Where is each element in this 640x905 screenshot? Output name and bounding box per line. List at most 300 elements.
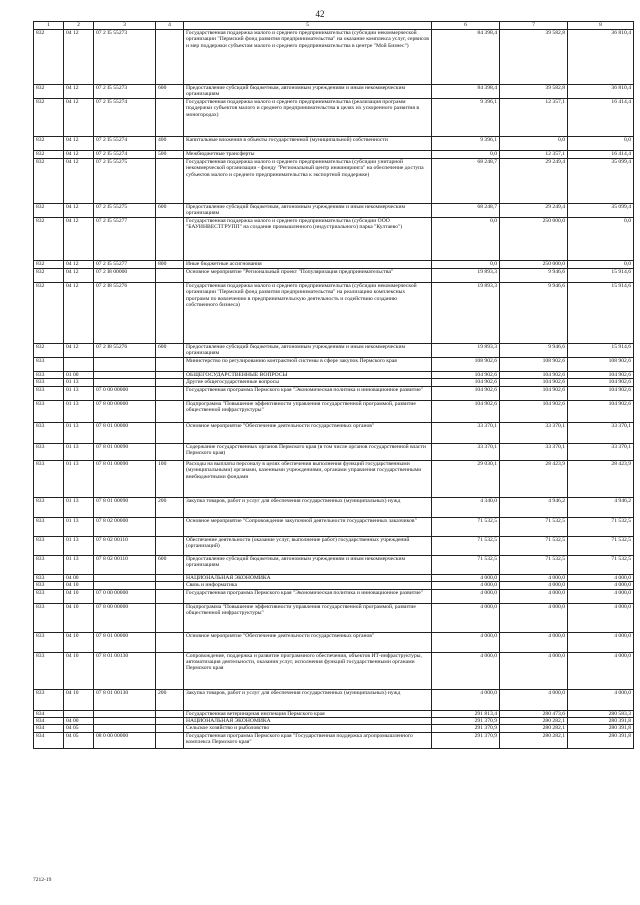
admin-code-cell: 832	[34, 30, 64, 85]
target-article-cell: 07 2 I5 55275	[94, 204, 156, 218]
amount-col7-cell: 280 473,6	[500, 710, 568, 717]
amount-col7-cell: 104 902,6	[500, 372, 568, 379]
admin-code-cell: 832	[34, 151, 64, 159]
amount-col8-cell: 36 810,4	[568, 30, 634, 85]
item-name-cell: Государственная программа Пермского края "Экономическая политика и инновационное развитие"	[184, 386, 432, 400]
amount-col8-cell: 104 902,6	[568, 400, 634, 422]
expense-type-cell	[156, 379, 184, 386]
amount-col7-cell: 280 282,1	[500, 732, 568, 748]
admin-code-cell: 833	[34, 400, 64, 422]
admin-code-cell: 832	[34, 283, 64, 344]
table-row	[34, 283, 634, 344]
section-code-cell: 04 12	[64, 159, 94, 204]
amount-col7-cell: 39 582,8	[500, 30, 568, 85]
amount-col6-cell: 104 902,6	[432, 372, 500, 379]
amount-col7-cell: 12 357,1	[500, 151, 568, 159]
section-code-cell: 01 13	[64, 379, 94, 386]
section-code-cell: 04 05	[64, 725, 94, 732]
expense-type-cell	[156, 358, 184, 372]
expense-type-cell	[156, 652, 184, 689]
target-article-cell: 07 8 02 00110	[94, 536, 156, 555]
admin-code-cell: 834	[34, 725, 64, 732]
amount-col7-cell: 71 532,5	[500, 536, 568, 555]
table-row	[34, 725, 634, 732]
amount-col6-cell: 9 396,1	[432, 99, 500, 137]
table-row	[34, 99, 634, 137]
amount-col8-cell: 4 000,0	[568, 589, 634, 603]
amount-col7-cell: 104 902,6	[500, 400, 568, 422]
amount-col6-cell: 291 370,9	[432, 732, 500, 748]
amount-col6-cell: 29 030,1	[432, 460, 500, 497]
section-code-cell: 04 12	[64, 283, 94, 344]
amount-col7-cell: 250 000,0	[500, 261, 568, 269]
item-name-cell: Сопровождение, поддержка и развитие программного обеспечения, объектов ИТ-инфраструктуры, автоматизация деятельности, оказания услуг, исполнения функций государственными органами Пермского края	[184, 652, 432, 689]
target-article-cell	[94, 710, 156, 717]
table-row	[34, 732, 634, 748]
target-article-cell	[94, 574, 156, 581]
amount-col8-cell: 15 914,6	[568, 269, 634, 283]
admin-code-cell: 833	[34, 582, 64, 589]
section-code-cell: 04 12	[64, 204, 94, 218]
section-code-cell: 04 12	[64, 85, 94, 99]
amount-col7-cell: 4 000,0	[500, 574, 568, 581]
target-article-cell: 07 2 I5 55274	[94, 137, 156, 151]
section-code-cell	[64, 710, 94, 717]
amount-col6-cell: 104 902,6	[432, 379, 500, 386]
amount-col8-cell: 104 902,6	[568, 379, 634, 386]
amount-col6-cell: 9 396,1	[432, 137, 500, 151]
column-number-8: 8	[568, 22, 634, 30]
table-row	[34, 422, 634, 443]
expense-type-cell	[156, 589, 184, 603]
section-code-cell: 04 12	[64, 99, 94, 137]
amount-col7-cell: 9 946,6	[500, 269, 568, 283]
amount-col8-cell: 108 902,6	[568, 358, 634, 372]
amount-col8-cell: 280 583,3	[568, 710, 634, 717]
amount-col6-cell: 71 532,5	[432, 517, 500, 536]
admin-code-cell: 833	[34, 603, 64, 632]
table-row	[34, 379, 634, 386]
table-row	[34, 517, 634, 536]
item-name-cell: НАЦИОНАЛЬНАЯ ЭКОНОМИКА	[184, 718, 432, 725]
target-article-cell	[94, 379, 156, 386]
amount-col8-cell: 36 810,4	[568, 85, 634, 99]
item-name-cell: Закупка товаров, работ и услуг для обеспечения государственных (муниципальных) нужд	[184, 689, 432, 710]
item-name-cell: Государственная поддержка малого и среднего предпринимательства (субсидии унитарной некоммерческой организации - фонду "Региональный центр инжиниринга" на обеспечение доступа субъектов малого и среднего предпринимательства к экспортной поддержке)	[184, 159, 432, 204]
item-name-cell: Подпрограмма "Повышение эффективности управления государственной программой, развитие общественной инфраструктуры"	[184, 400, 432, 422]
amount-col6-cell: 71 532,5	[432, 555, 500, 574]
expense-type-cell	[156, 422, 184, 443]
amount-col8-cell: 28 423,9	[568, 460, 634, 497]
expense-type-cell: 200	[156, 689, 184, 710]
amount-col8-cell: 71 532,5	[568, 517, 634, 536]
section-code-cell: 04 12	[64, 30, 94, 85]
amount-col7-cell: 280 282,1	[500, 718, 568, 725]
table-row	[34, 344, 634, 358]
amount-col8-cell: 16 414,4	[568, 151, 634, 159]
admin-code-cell: 832	[34, 99, 64, 137]
admin-code-cell: 833	[34, 386, 64, 400]
admin-code-cell: 832	[34, 261, 64, 269]
amount-col6-cell: 291 813,4	[432, 710, 500, 717]
amount-col7-cell: 33 370,1	[500, 422, 568, 443]
table-row	[34, 137, 634, 151]
amount-col6-cell: 104 902,6	[432, 400, 500, 422]
amount-col6-cell: 4 340,0	[432, 497, 500, 517]
amount-col8-cell: 33 370,1	[568, 422, 634, 443]
table-row	[34, 218, 634, 261]
section-code-cell: 01 13	[64, 497, 94, 517]
amount-col8-cell: 280 391,8	[568, 718, 634, 725]
amount-col8-cell: 71 532,5	[568, 536, 634, 555]
amount-col8-cell: 0,0	[568, 137, 634, 151]
admin-code-cell: 832	[34, 137, 64, 151]
expense-type-cell	[156, 574, 184, 581]
admin-code-cell: 833	[34, 372, 64, 379]
target-article-cell: 07 8 00 00000	[94, 400, 156, 422]
amount-col8-cell: 4 000,0	[568, 582, 634, 589]
target-article-cell: 07 2 I5 55273	[94, 30, 156, 85]
amount-col6-cell: 68 248,7	[432, 204, 500, 218]
item-name-cell: Государственная поддержка малого и среднего предпринимательства (реализация программ поддержки субъектов малого и среднего предпринимательства в целях их ускоренного развития в моногородах)	[184, 99, 432, 137]
item-name-cell: Министерство по регулированию контрактной системы в сфере закупок Пермского края	[184, 358, 432, 372]
amount-col7-cell: 4 000,0	[500, 582, 568, 589]
item-name-cell: Основное мероприятие "Обеспечение деятельности государственных органов"	[184, 632, 432, 652]
amount-col7-cell: 4 000,0	[500, 603, 568, 632]
expense-type-cell	[156, 283, 184, 344]
amount-col7-cell: 104 902,6	[500, 379, 568, 386]
expense-type-cell: 600	[156, 204, 184, 218]
amount-col6-cell: 0,0	[432, 218, 500, 261]
column-number-1: 1	[34, 22, 64, 30]
target-article-cell: 08 0 00 00000	[94, 732, 156, 748]
expense-type-cell	[156, 269, 184, 283]
item-name-cell: Предоставление субсидий бюджетным, автономным учреждениям и иным некоммерческим организациям	[184, 204, 432, 218]
admin-code-cell: 833	[34, 517, 64, 536]
admin-code-cell: 833	[34, 574, 64, 581]
amount-col6-cell: 19 893,3	[432, 269, 500, 283]
target-article-cell: 07 8 02 00110	[94, 555, 156, 574]
expense-type-cell: 600	[156, 555, 184, 574]
amount-col6-cell: 68 248,7	[432, 159, 500, 204]
amount-col7-cell: 280 282,1	[500, 725, 568, 732]
amount-col8-cell: 4 000,0	[568, 689, 634, 710]
section-code-cell: 04 12	[64, 261, 94, 269]
amount-col7-cell: 4 000,0	[500, 689, 568, 710]
item-name-cell: Иные бюджетные ассигнования	[184, 261, 432, 269]
amount-col7-cell: 104 902,6	[500, 386, 568, 400]
page-number: 42	[315, 9, 325, 19]
amount-col6-cell: 19 893,3	[432, 283, 500, 344]
expense-type-cell: 200	[156, 497, 184, 517]
item-name-cell: Сельское хозяйство и рыболовство	[184, 725, 432, 732]
amount-col7-cell: 71 532,5	[500, 555, 568, 574]
amount-col7-cell: 71 532,5	[500, 517, 568, 536]
amount-col7-cell: 108 902,6	[500, 358, 568, 372]
section-code-cell: 04 12	[64, 269, 94, 283]
section-code-cell: 04 10	[64, 632, 94, 652]
table-row	[34, 689, 634, 710]
section-code-cell: 04 10	[64, 652, 94, 689]
amount-col7-cell: 39 582,8	[500, 85, 568, 99]
target-article-cell: 07 8 01 00090	[94, 460, 156, 497]
table-row	[34, 460, 634, 497]
amount-col6-cell: 33 370,1	[432, 422, 500, 443]
amount-col8-cell: 280 391,8	[568, 725, 634, 732]
target-article-cell	[94, 358, 156, 372]
item-name-cell: Государственная ветеринарная инспекция Пермского края	[184, 710, 432, 717]
item-name-cell: Связь и информатика	[184, 582, 432, 589]
item-name-cell: Предоставление субсидий бюджетным, автономным учреждениям и иным некоммерческим организациям	[184, 555, 432, 574]
table-row	[34, 85, 634, 99]
table-row	[34, 386, 634, 400]
target-article-cell: 07 2 I5 55277	[94, 261, 156, 269]
expense-type-cell: 500	[156, 151, 184, 159]
section-code-cell: 04 10	[64, 603, 94, 632]
section-code-cell: 04 00	[64, 574, 94, 581]
item-name-cell: Закупка товаров, работ и услуг для обеспечения государственных (муниципальных) нужд	[184, 497, 432, 517]
item-name-cell: Капитальные вложения в объекты государственной (муниципальной) собственности	[184, 137, 432, 151]
expense-type-cell	[156, 718, 184, 725]
expense-type-cell	[156, 582, 184, 589]
table-row	[34, 372, 634, 379]
section-code-cell: 01 13	[64, 400, 94, 422]
amount-col7-cell: 29 249,4	[500, 204, 568, 218]
expense-type-cell	[156, 536, 184, 555]
admin-code-cell: 832	[34, 269, 64, 283]
item-name-cell: НАЦИОНАЛЬНАЯ ЭКОНОМИКА	[184, 574, 432, 581]
section-code-cell: 04 10	[64, 582, 94, 589]
amount-col8-cell: 35 099,4	[568, 204, 634, 218]
item-name-cell: Государственная поддержка малого и среднего предпринимательства (субсидии ООО "БАУИНВЕСТГРУПП" на создание промышленного (индустриального) парка "Култаево")	[184, 218, 432, 261]
expense-type-cell: 100	[156, 460, 184, 497]
amount-col8-cell: 104 902,6	[568, 386, 634, 400]
expense-type-cell	[156, 443, 184, 460]
amount-col8-cell: 4 946,2	[568, 497, 634, 517]
expense-type-cell	[156, 372, 184, 379]
amount-col8-cell: 15 914,6	[568, 344, 634, 358]
item-name-cell: Государственная программа Пермского края "Экономическая политика и инновационное развитие"	[184, 589, 432, 603]
amount-col6-cell: 4 000,0	[432, 689, 500, 710]
amount-col8-cell: 280 391,8	[568, 732, 634, 748]
section-code-cell: 01 13	[64, 555, 94, 574]
budget-table	[33, 21, 634, 749]
table-row	[34, 589, 634, 603]
column-number-3: 3	[94, 22, 156, 30]
item-name-cell: Государственная поддержка малого и среднего предпринимательства (субсидии некоммерческой организации "Пермский фонд развития предпринимательства" на оказание комплекса услуг, сервисов и мер поддержки субъектам малого и среднего предпринимательства в центре "Мой Бизнес")	[184, 30, 432, 85]
amount-col6-cell: 291 370,9	[432, 718, 500, 725]
target-article-cell	[94, 372, 156, 379]
column-number-4: 4	[156, 22, 184, 30]
admin-code-cell: 833	[34, 536, 64, 555]
amount-col7-cell: 0,0	[500, 137, 568, 151]
table-row	[34, 400, 634, 422]
amount-col8-cell: 15 914,6	[568, 283, 634, 344]
table-body	[34, 30, 634, 749]
expense-type-cell: 600	[156, 85, 184, 99]
amount-col6-cell: 84 398,4	[432, 85, 500, 99]
item-name-cell: Обеспечение деятельности (оказание услуг, выполнение работ) государственных учреждений (организаций)	[184, 536, 432, 555]
section-code-cell: 04 12	[64, 151, 94, 159]
amount-col6-cell: 108 902,6	[432, 358, 500, 372]
section-code-cell: 01 13	[64, 517, 94, 536]
amount-col6-cell: 4 000,0	[432, 582, 500, 589]
admin-code-cell: 834	[34, 718, 64, 725]
amount-col7-cell: 29 249,4	[500, 159, 568, 204]
amount-col6-cell: 4 000,0	[432, 632, 500, 652]
section-code-cell: 04 12	[64, 218, 94, 261]
expense-type-cell	[156, 30, 184, 85]
amount-col6-cell: 291 370,9	[432, 725, 500, 732]
table-row	[34, 204, 634, 218]
expense-type-cell	[156, 218, 184, 261]
section-code-cell: 01 13	[64, 422, 94, 443]
section-code-cell: 04 00	[64, 718, 94, 725]
table-row	[34, 603, 634, 632]
admin-code-cell: 833	[34, 632, 64, 652]
target-article-cell: 07 8 01 00090	[94, 443, 156, 460]
expense-type-cell	[156, 159, 184, 204]
target-article-cell: 07 8 01 00130	[94, 689, 156, 710]
amount-col7-cell: 28 423,9	[500, 460, 568, 497]
expense-type-cell	[156, 386, 184, 400]
admin-code-cell: 834	[34, 710, 64, 717]
target-article-cell: 07 2 I5 55274	[94, 151, 156, 159]
table-row	[34, 536, 634, 555]
expense-type-cell	[156, 725, 184, 732]
item-name-cell: Государственная программа Пермского края "Государственная поддержка агропромышленного комплекса Пермского края"	[184, 732, 432, 748]
amount-col8-cell: 4 000,0	[568, 632, 634, 652]
expense-type-cell: 600	[156, 344, 184, 358]
section-code-cell: 01 00	[64, 372, 94, 379]
item-name-cell: Основное мероприятие "Обеспечение деятельности государственных органов"	[184, 422, 432, 443]
admin-code-cell: 833	[34, 443, 64, 460]
amount-col7-cell: 12 357,1	[500, 99, 568, 137]
amount-col8-cell: 0,0	[568, 218, 634, 261]
item-name-cell: Основное мероприятие "Региональный проект "Популяризация предпринимательства"	[184, 269, 432, 283]
admin-code-cell: 833	[34, 460, 64, 497]
amount-col6-cell: 84 398,4	[432, 30, 500, 85]
column-number-6: 6	[432, 22, 500, 30]
table-row	[34, 358, 634, 372]
target-article-cell: 07 8 01 00130	[94, 652, 156, 689]
amount-col7-cell: 250 000,0	[500, 218, 568, 261]
admin-code-cell: 832	[34, 204, 64, 218]
expense-type-cell: 800	[156, 261, 184, 269]
section-code-cell: 01 13	[64, 536, 94, 555]
table-row	[34, 710, 634, 717]
amount-col7-cell: 9 946,6	[500, 344, 568, 358]
admin-code-cell: 833	[34, 555, 64, 574]
table-row	[34, 269, 634, 283]
expense-type-cell	[156, 632, 184, 652]
admin-code-cell: 833	[34, 589, 64, 603]
table-row	[34, 555, 634, 574]
table-row	[34, 159, 634, 204]
target-article-cell: 07 2 I5 55277	[94, 218, 156, 261]
item-name-cell: Подпрограмма "Повышение эффективности управления государственной программой, развитие общественной инфраструктуры"	[184, 603, 432, 632]
admin-code-cell: 832	[34, 344, 64, 358]
expense-type-cell	[156, 400, 184, 422]
section-code-cell: 04 12	[64, 137, 94, 151]
admin-code-cell: 832	[34, 218, 64, 261]
expense-type-cell: 400	[156, 137, 184, 151]
target-article-cell	[94, 725, 156, 732]
amount-col6-cell: 4 000,0	[432, 589, 500, 603]
item-name-cell: Предоставление субсидий бюджетным, автономным учреждениям и иным некоммерческим организациям	[184, 85, 432, 99]
section-code-cell: 04 10	[64, 689, 94, 710]
amount-col6-cell: 104 902,6	[432, 386, 500, 400]
column-number-2: 2	[64, 22, 94, 30]
section-code-cell	[64, 358, 94, 372]
admin-code-cell: 833	[34, 358, 64, 372]
amount-col7-cell: 4 000,0	[500, 632, 568, 652]
admin-code-cell: 832	[34, 85, 64, 99]
item-name-cell: Основное мероприятие "Сопровождение закупочной деятельности государственных заказчиков"	[184, 517, 432, 536]
item-name-cell: Другие общегосударственные вопросы	[184, 379, 432, 386]
amount-col7-cell: 9 946,6	[500, 283, 568, 344]
target-article-cell: 07 2 I8 00000	[94, 269, 156, 283]
item-name-cell: Межбюджетные трансферты	[184, 151, 432, 159]
target-article-cell: 07 8 01 00090	[94, 497, 156, 517]
item-name-cell: ОБЩЕГОСУДАРСТВЕННЫЕ ВОПРОСЫ	[184, 372, 432, 379]
target-article-cell: 07 2 I5 55275	[94, 159, 156, 204]
target-article-cell	[94, 718, 156, 725]
item-name-cell: Расходы на выплаты персоналу в целях обеспечения выполнения функций государственными (муниципальными) органами, казенными учреждениями, органами управления государственными внебюджетными фондами	[184, 460, 432, 497]
target-article-cell: 07 2 I5 55274	[94, 99, 156, 137]
table-row	[34, 632, 634, 652]
expense-type-cell	[156, 603, 184, 632]
admin-code-cell: 833	[34, 689, 64, 710]
amount-col6-cell: 19 893,3	[432, 344, 500, 358]
amount-col6-cell: 4 000,0	[432, 574, 500, 581]
section-code-cell: 01 13	[64, 443, 94, 460]
expense-type-cell	[156, 732, 184, 748]
amount-col8-cell: 4 000,0	[568, 574, 634, 581]
admin-code-cell: 832	[34, 159, 64, 204]
footer-code: 7212-19	[33, 877, 52, 883]
target-article-cell: 07 8 02 00000	[94, 517, 156, 536]
table-row	[34, 718, 634, 725]
expense-type-cell	[156, 99, 184, 137]
amount-col8-cell: 4 000,0	[568, 652, 634, 689]
amount-col8-cell: 35 099,4	[568, 159, 634, 204]
amount-col7-cell: 33 370,1	[500, 443, 568, 460]
amount-col7-cell: 4 946,2	[500, 497, 568, 517]
amount-col8-cell: 33 370,1	[568, 443, 634, 460]
amount-col6-cell: 0,0	[432, 261, 500, 269]
column-number-7: 7	[500, 22, 568, 30]
target-article-cell: 07 2 I5 55273	[94, 85, 156, 99]
target-article-cell: 07 0 00 00000	[94, 589, 156, 603]
target-article-cell: 07 2 I8 55276	[94, 344, 156, 358]
expense-type-cell	[156, 710, 184, 717]
target-article-cell: 07 0 00 00000	[94, 386, 156, 400]
target-article-cell	[94, 582, 156, 589]
table-row	[34, 30, 634, 85]
column-number-5: 5	[184, 22, 432, 30]
amount-col8-cell: 71 532,5	[568, 555, 634, 574]
target-article-cell: 07 8 00 00000	[94, 603, 156, 632]
item-name-cell: Предоставление субсидий бюджетным, автономным учреждениям и иным некоммерческим организациям	[184, 344, 432, 358]
target-article-cell: 07 8 01 00000	[94, 422, 156, 443]
admin-code-cell: 834	[34, 732, 64, 748]
admin-code-cell: 833	[34, 497, 64, 517]
item-name-cell: Содержание государственных органов Пермского края (в том числе органов государственной власти Пермского края)	[184, 443, 432, 460]
target-article-cell: 07 8 01 00000	[94, 632, 156, 652]
table-row	[34, 497, 634, 517]
amount-col8-cell: 4 000,0	[568, 603, 634, 632]
